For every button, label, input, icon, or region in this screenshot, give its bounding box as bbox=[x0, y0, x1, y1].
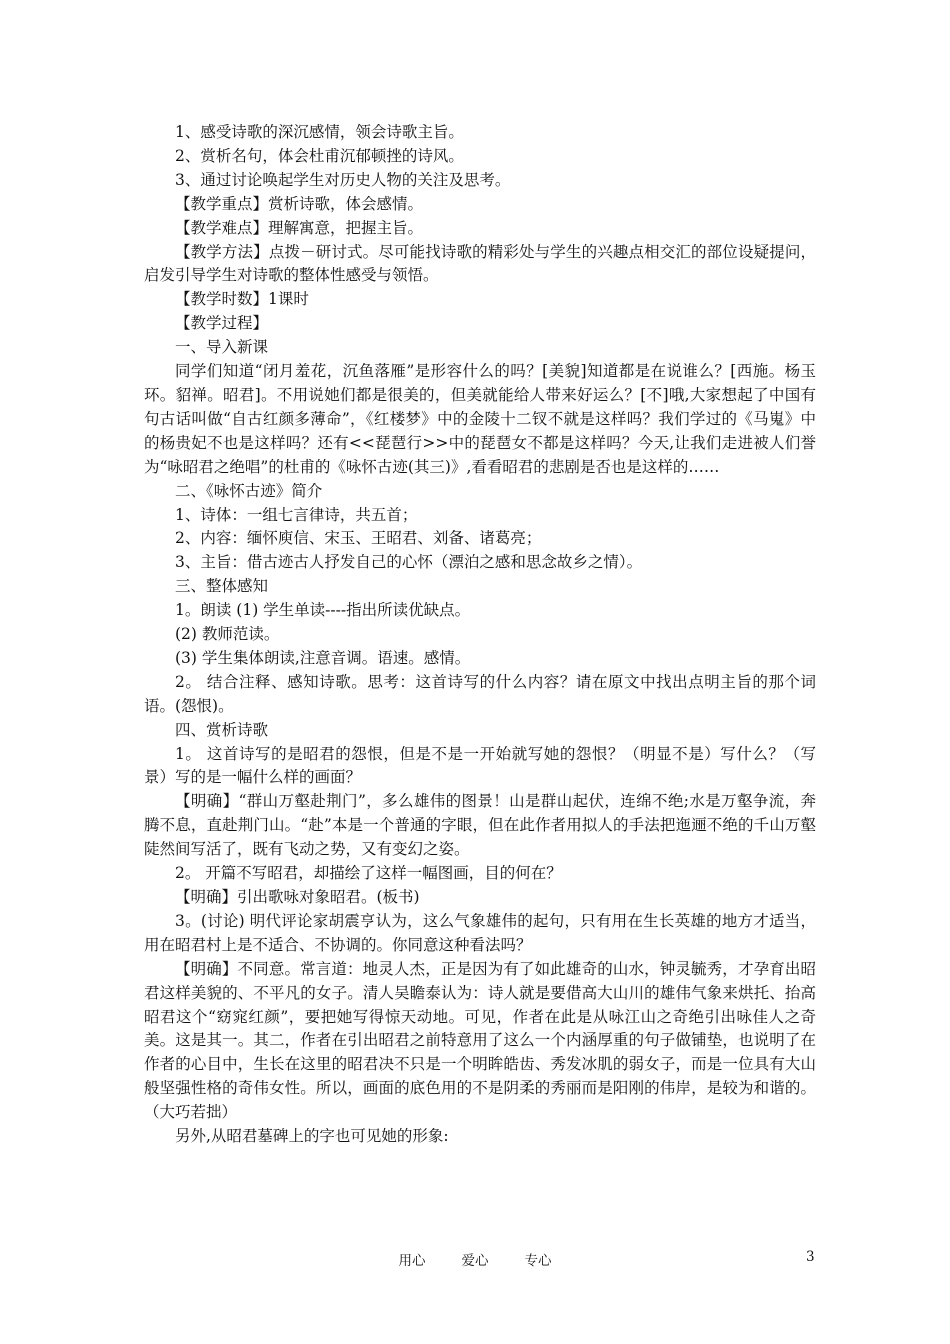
section-heading-overview: 二、《咏怀古迹》简介 bbox=[175, 481, 323, 500]
footer-word-2: 爱心 bbox=[461, 1253, 489, 1269]
intro-paragraph: 同学们知道“闭月羞花，沉鱼落雁”是形容什么的吗？[美貌]知道都是在说谁么？[西施。杨玉环。貂禅。昭君]。不用说她们都是很美的，但美就能给人带来好运么？[不]哦,大家想起了中国有句古话叫做“自古红颜多薄命”，《红楼梦》中的金陵十二钗不就是这样吗？我们学过的《马嵬》中的杨贵妃不也是这样吗？还有<<琵琶行>>中的琵琶女不都是这样吗？今天,让我们走进被人们誉为“咏昭君之绝唱”的杜甫的《咏怀古迹(其三)》,看看昭君的悲剧是否也是这样的…… bbox=[144, 362, 816, 476]
perception-question: 2。 结合注释、感知诗歌。思考：这首诗写的什么内容？请在原文中找出点明主旨的那个词语。(怨恨)。 bbox=[144, 672, 816, 715]
overview-item-2: 2、内容：缅怀庾信、宋玉、王昭君、刘备、诸葛亮； bbox=[175, 529, 542, 548]
teaching-focus: 【教学重点】赏析诗歌，体会感情。 bbox=[175, 194, 424, 213]
teaching-difficulty: 【教学难点】理解寓意，把握主旨。 bbox=[175, 218, 424, 237]
reading-step-2: (2) 教师范读。 bbox=[175, 625, 280, 644]
appreciation-question-2: 2。 开篇不写昭君，却描绘了这样一幅图画，目的何在？ bbox=[175, 864, 562, 883]
answer-3: 【明确】不同意。常言道：地灵人杰，正是因为有了如此雄奇的山水，钟灵毓秀，才孕育出昭君这样美貌的、不平凡的女子。清人吴瞻泰认为：诗人就是要借高大山川的雄伟气象来烘托、抬高昭君这个“窈窕红颜”，要把她写得惊天动地。可见，作者在此是从咏江山之奇绝引出咏佳人之奇美。这是其一。其二，作者在引出昭君之前特意用了这么一个内涵厚重的句子做铺垫，也说明了在作者的心目中，生长在这里的昭君决不只是一个明眸皓齿、秀发冰肌的弱女子，而是一位具有大山般坚强性格的奇伟女性。所以，画面的底色用的不是阴柔的秀丽而是阳刚的伟岸，是较为和谐的。（大巧若拙） bbox=[144, 959, 816, 1122]
page-number: 3 bbox=[806, 1249, 815, 1265]
document-body bbox=[144, 121, 816, 1149]
overview-item-1: 1、诗体：一组七言律诗，共五首； bbox=[175, 505, 418, 524]
reading-step-3: (3) 学生集体朗读,注意音调。语速。感情。 bbox=[175, 648, 471, 667]
teaching-method: 【教学方法】点拨－研讨式。尽可能找诗歌的精彩处与学生的兴趣点相交汇的部位设疑提问，启发引导学生对诗歌的整体性感受与领悟。 bbox=[144, 242, 816, 285]
objective-3: 3、通过讨论唤起学生对历史人物的关注及思考。 bbox=[175, 170, 511, 189]
appreciation-question-1: 1。 这首诗写的是昭君的怨恨，但是不是一开始就写她的怨恨？（明显不是）写什么？（写景）写的是一幅什么样的画面？ bbox=[144, 744, 816, 787]
objective-2: 2、赏析名句，体会杜甫沉郁顿挫的诗风。 bbox=[175, 146, 464, 165]
reading-step-1: 1。朗读 (1) 学生单读----指出所读优缺点。 bbox=[175, 601, 471, 620]
answer-1: 【明确】“群山万壑赴荆门”，多么雄伟的图景！山是群山起伏，连绵不绝;水是万壑争流，奔腾不息，直赴荆门山。“赴”本是一个普通的字眼，但在此作者用拟人的手法把迤逦不绝的千山万壑陡然间写活了，既有飞动之势，又有变幻之姿。 bbox=[144, 792, 816, 859]
appreciation-question-3: 3。(讨论) 明代评论家胡震亨认为，这么气象雄伟的起句，只有用在生长英雄的地方才适当，用在昭君村上是不适合、不协调的。你同意这种看法吗？ bbox=[144, 911, 816, 954]
section-heading-perception: 三、整体感知 bbox=[175, 577, 269, 596]
section-heading-appreciation: 四、赏析诗歌 bbox=[175, 720, 269, 739]
footer-word-1: 用心 bbox=[398, 1253, 426, 1269]
teaching-process-heading: 【教学过程】 bbox=[175, 314, 269, 333]
footer-word-3: 专心 bbox=[524, 1253, 552, 1269]
answer-2: 【明确】引出歌咏对象昭君。(板书) bbox=[175, 888, 420, 906]
section-heading-intro: 一、导入新课 bbox=[175, 338, 269, 357]
teaching-hours: 【教学时数】1课时 bbox=[175, 290, 309, 309]
overview-item-3: 3、主旨：借古迹古人抒发自己的心怀（漂泊之感和思念故乡之情）。 bbox=[175, 553, 643, 572]
closing-line: 另外,从昭君墓碑上的字也可见她的形象: bbox=[175, 1127, 449, 1146]
objective-1: 1、感受诗歌的深沉感情，领会诗歌主旨。 bbox=[175, 123, 464, 141]
